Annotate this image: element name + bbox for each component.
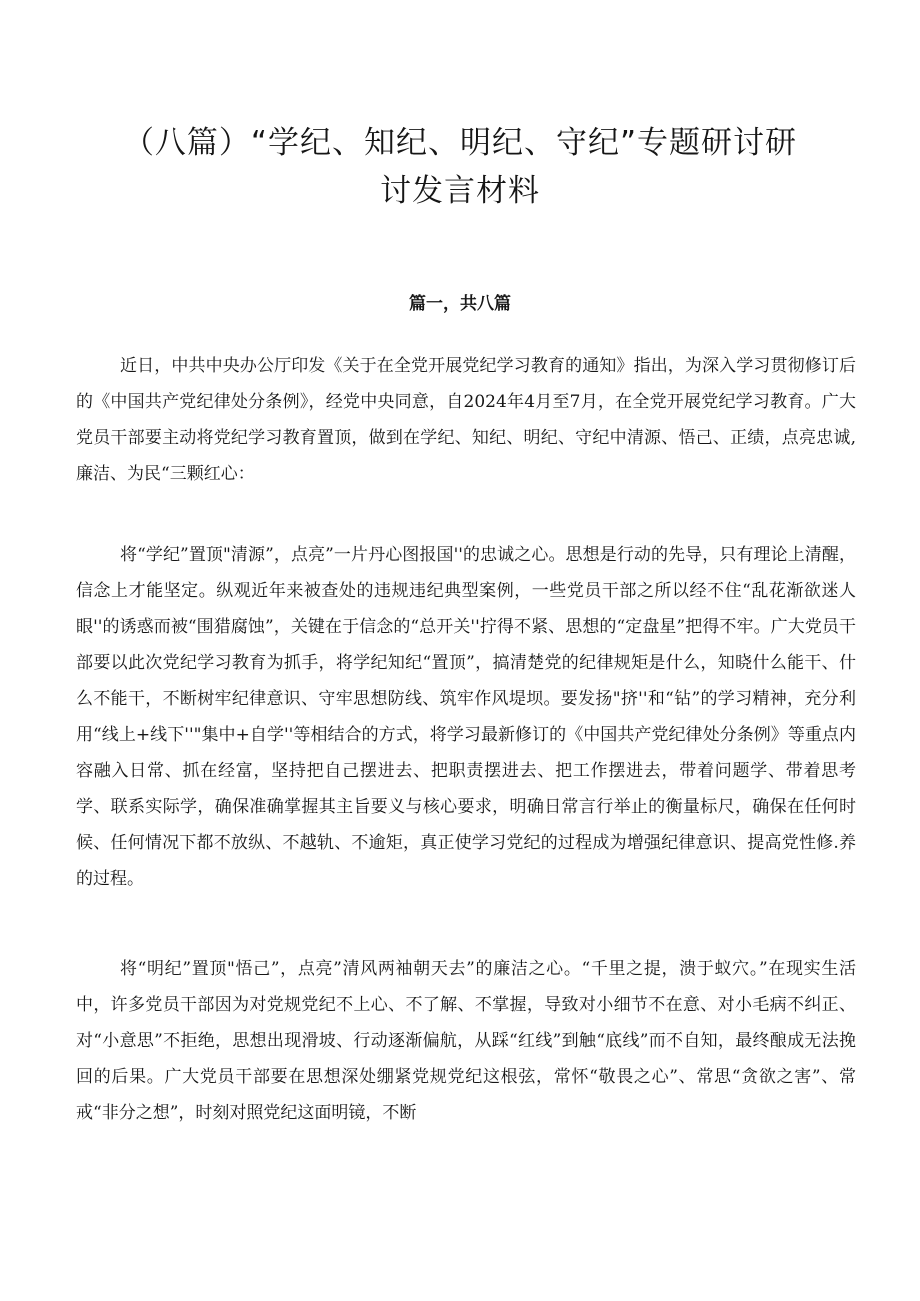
body-paragraph-1: 近日，中共中央办公厅印发《关于在全党开展党纪学习教育的通知》指出，为深入学习贯彻修订后的《中国共产党纪律处分条例》，经党中央同意，自2024年4月至7月，在全党开展党纪学习教育。广大党员干部要主动将党纪学习教育置顶，做到在学纪、知纪、明纪、守纪中清源、悟己、正绩，点亮忠诚,廉洁、为民“三颗红心： xyxy=(76,356,856,484)
section-heading: 篇一，共八篇 xyxy=(409,294,511,314)
body-paragraph-3: 将“明纪”置顶"悟己”，点亮”清风两袖朝天去”的廉洁之心。“千里之提，溃于蚁穴。”在现实生活中，许多党员干部因为对党规党纪不上心、不了解、不掌握，导致对小细节不在意、对小毛病不纠正、对“小意思”不拒绝，思想出现滑坡、行动逐渐偏航，从踩“红线”到触“底线”而不自知，最终酿成无法挽回的后果。广大党员干部要在思想深处绷紧党规党纪这根弦，常怀“敬畏之心”、常思“贪欲之害”、常戒“非分之想”，时刻对照党纪这面明镜，不断 xyxy=(76,959,856,1123)
document-title-line-1: （八篇）“学纪、知纪、明纪、守纪”专题研讨研 xyxy=(122,125,798,161)
body-paragraph-2: 将“学纪”置顶"清源”，点亮”一片丹心图报国''的忠诚之心。思想是行动的先导，只有理论上清醒，信念上才能坚定。纵观近年来被查处的违规违纪典型案例，一些党员干部之所以经不住“乱花渐欲迷人眼''的诱惑而被“围猎腐蚀”，关键在于信念的“总开关''拧得不紧、思想的“定盘星”把得不牢。广大党员干部要以此次党纪学习教育为抓手，将学纪知纪“置顶”，搞清楚党的纪律规矩是什么，知晓什么能干、什么不能干，不断树牢纪律意识、守牢思想防线、筑牢作风堤坝。要发扬"挤''和“钻”的学习精神，充分利用“线上+线下''"集中+自学''等相结合的方式，将学习最新修订的《中国共产党纪律处分条例》等重点内容融入日常、抓在经富，坚持把自己摆进去、把职责摆进去、把工作摆进去，带着问题学、带着思考学、联系实际学，确保准确掌握其主旨要义与核心要求，明确日常言行举止的衡量标尺，确保在任何时候、任何情况下都不放纵、不越轨、不逾矩，真正使学习党纪的过程成为增强纪律意识、提高党性修.养的过程。 xyxy=(76,545,856,889)
document-title-line-2: 讨发言材料 xyxy=(380,173,540,209)
